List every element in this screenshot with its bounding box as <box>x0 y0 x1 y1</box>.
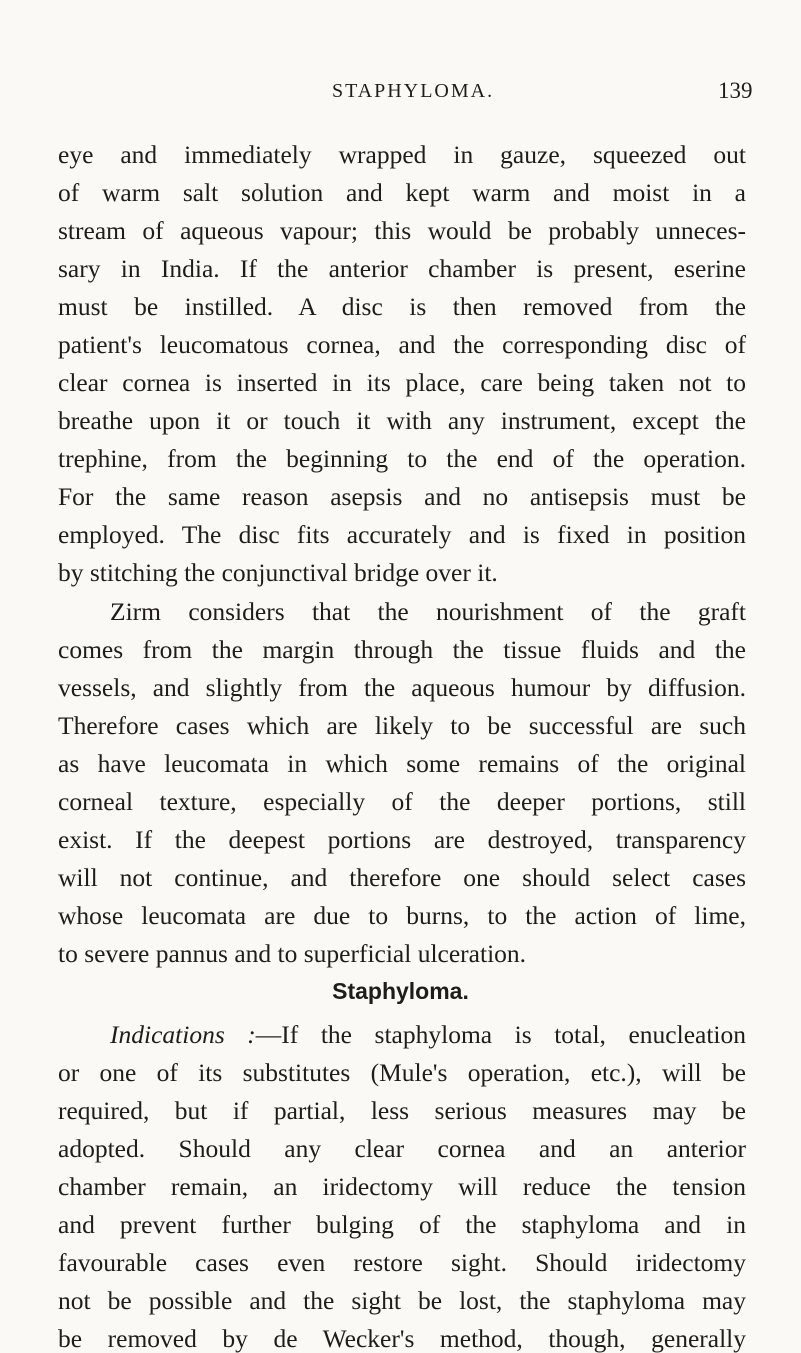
text-line: stream of aqueous vapour; this would be probably unneces- <box>58 216 746 245</box>
text-line: eye and immediately wrapped in gauze, squeezed out <box>58 140 746 169</box>
text-line: be removed by de Wecker's method, though, generally <box>58 1324 746 1353</box>
running-title: STAPHYLOMA. <box>332 80 495 102</box>
text-line: or one of its substitutes (Mule's operation, etc.), will be <box>58 1058 746 1087</box>
text-line: adopted. Should any clear cornea and an anterior <box>58 1134 746 1163</box>
text-line: comes from the margin through the tissue fluids and the <box>58 635 746 664</box>
text-line: corneal texture, especially of the deeper portions, still <box>58 787 746 816</box>
text-line <box>110 1022 746 1048</box>
text-line: employed. The disc fits accurately and is fixed in position <box>58 520 746 549</box>
text-line: must be instilled. A disc is then removed from the <box>58 292 746 321</box>
text-line: as have leucomata in which some remains of the original <box>58 749 746 778</box>
text-line: patient's leucomatous cornea, and the corresponding disc of <box>58 330 746 359</box>
text-line: sary in India. If the anterior chamber is present, eserine <box>58 254 746 283</box>
text-line: favourable cases even restore sight. Should iridectomy <box>58 1248 746 1277</box>
indications-lead: Indications : <box>110 1020 256 1049</box>
text-line: chamber remain, an iridectomy will reduce the tension <box>58 1172 746 1201</box>
text-line: exist. If the deepest portions are destroyed, transparency <box>58 825 746 854</box>
text-line: trephine, from the beginning to the end of the operation. <box>58 444 746 473</box>
text-line: vessels, and slightly from the aqueous humour by diffusion. <box>58 673 746 702</box>
text-line: required, but if partial, less serious measures may be <box>58 1096 746 1125</box>
text-line: Zirm considers that the nourishment of the graft <box>110 597 746 626</box>
text-line: whose leucomata are due to burns, to the action of lime, <box>58 901 746 930</box>
text-line: not be possible and the sight be lost, the staphyloma may <box>58 1286 746 1315</box>
text-line: breathe upon it or touch it with any instrument, except the <box>58 406 746 435</box>
running-head <box>0 80 801 110</box>
text-line: Therefore cases which are likely to be successful are such <box>58 711 746 740</box>
page-number: 139 <box>718 78 753 103</box>
text-line: of warm salt solution and kept warm and moist in a <box>58 178 746 207</box>
text-line: to severe pannus and to superficial ulceration. <box>58 939 527 968</box>
text-line: and prevent further bulging of the staphyloma and in <box>58 1210 746 1239</box>
section-heading: Staphyloma. <box>332 978 469 1004</box>
text-line: clear cornea is inserted in its place, care being taken not to <box>58 368 746 397</box>
text-line: For the same reason asepsis and no antisepsis must be <box>58 482 746 511</box>
text-line: by stitching the conjunctival bridge over it. <box>58 558 498 587</box>
text-line: will not continue, and therefore one should select cases <box>58 863 746 892</box>
indications-text: —If the staphyloma is total, enucleation <box>255 1020 747 1049</box>
